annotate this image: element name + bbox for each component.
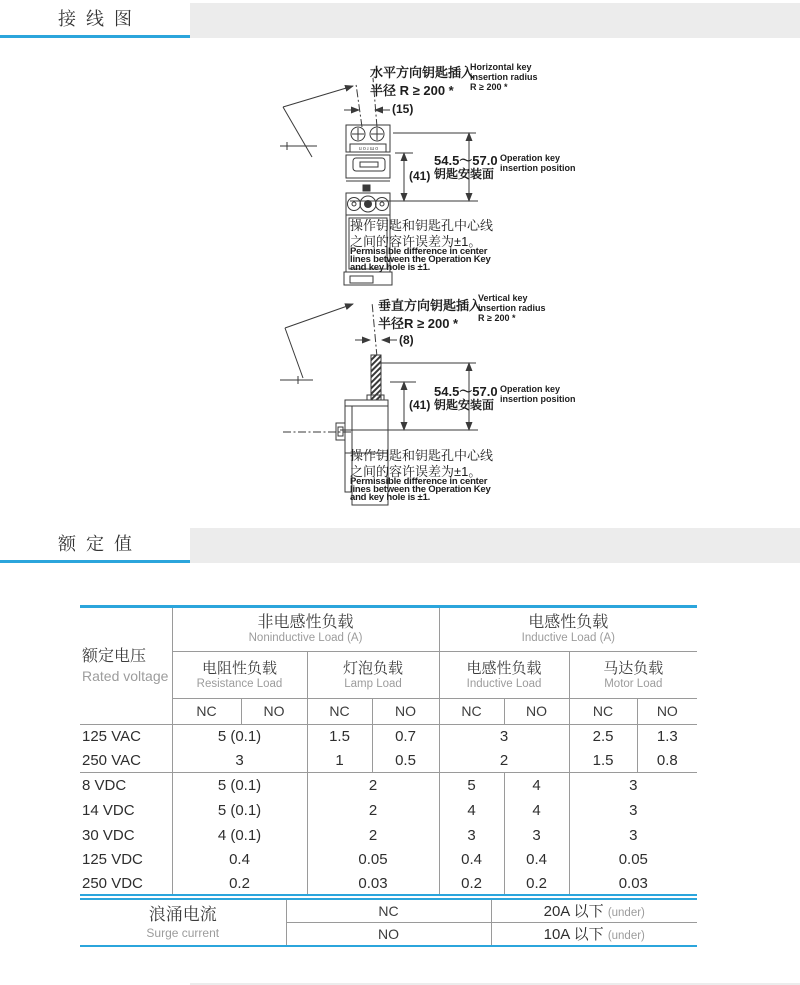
voltage-cell: 125 VDC [82, 851, 143, 868]
table-row [80, 823, 697, 847]
d2-note-en-1: Permissible difference in center [350, 476, 488, 487]
d1-note-en-2: lines between the Operation Key [350, 254, 491, 265]
surge-row-nc [80, 900, 697, 922]
d1-dim-15: (15) [392, 102, 414, 116]
noninductive-en: Noninductive Load (A) [248, 632, 363, 645]
load-type-header-row [80, 651, 697, 698]
group-header-row [80, 608, 697, 651]
mot-no-cell: 1.3 [637, 724, 697, 749]
surge-contact-cell: NC [286, 900, 491, 922]
ind-nc-cell: 4 [439, 798, 504, 823]
surge-label-cell [80, 900, 286, 945]
lamp-cell: 2 [307, 823, 439, 847]
d2-dim-41: (41) [409, 398, 431, 412]
d2-note-en-3: and key hole is ±1. [350, 492, 431, 503]
d2-note-en-2: lines between the Operation Key [350, 484, 491, 495]
resistance-load-header [172, 651, 307, 698]
inductive-group-header [439, 608, 697, 651]
voltage-cell: 8 VDC [82, 776, 127, 794]
mot-cell: 0.05 [569, 847, 697, 872]
d1-label-en-3: R ≥ 200 * [470, 82, 508, 92]
d2-note-zh-1: 操作钥匙和钥匙孔中心线 [350, 448, 494, 463]
rated-voltage-header [80, 608, 172, 724]
d2-surface-en-2: insertion position [500, 394, 576, 404]
d1-dim-range: 54.5～57.0 [434, 153, 498, 168]
voltage-cell: 30 VDC [82, 826, 135, 844]
table-row [80, 724, 697, 749]
lamp-nc-cell: 1 [307, 749, 372, 772]
res-cell: 0.2 [172, 872, 307, 894]
voltage-cell: 14 VDC [82, 802, 135, 819]
surge-value-sub: (under) [607, 930, 645, 943]
inductive-load-header [439, 651, 569, 698]
lamp-cell: 0.05 [307, 847, 439, 872]
surge-value-sub: (under) [607, 907, 645, 920]
lamp-cell: 2 [307, 798, 439, 823]
inductive-en: Inductive Load (A) [521, 632, 615, 645]
voltage-cell: 250 VAC [80, 749, 172, 772]
inductive-load-en: Inductive Load [466, 677, 542, 690]
d1-surface-en-2: insertion position [500, 163, 576, 173]
lamp-cell: 2 [307, 772, 439, 798]
surge-value: 10A 以下 [543, 926, 604, 944]
voltage-cell: 125 VAC [82, 728, 141, 746]
ratings-table-wrap [80, 605, 697, 896]
ratings-section-bar [0, 528, 800, 563]
ind-nc-cell: 0.2 [439, 872, 504, 894]
res-cell: 5 (0.1) [172, 772, 307, 798]
ind-no-cell: 0.2 [504, 872, 569, 894]
d1-label-en-2: insertion radius [470, 72, 538, 82]
ncno-header-row [80, 698, 697, 724]
d1-label-en-1: Horizontal key [470, 62, 532, 72]
noninductive-group-header [172, 608, 439, 651]
lamp-nc-cell: 1.5 [307, 724, 372, 749]
ncno-header: NO [372, 698, 439, 724]
inductive-zh: 电感性负载 [528, 614, 609, 632]
d2-dim-range: 54.5～57.0 [434, 384, 498, 399]
surge-contact-cell: NO [286, 922, 491, 945]
resistance-zh: 电阻性负载 [201, 659, 277, 677]
ncno-header: NC [172, 698, 241, 724]
surge-label-en: Surge current [146, 926, 220, 940]
table-row [80, 772, 697, 798]
ratings-table [80, 608, 697, 894]
res-cell: 4 (0.1) [172, 823, 307, 847]
inductive-load-zh: 电感性负载 [466, 659, 542, 677]
d2-label-en-2: insertion radius [478, 303, 546, 313]
lamp-load-header [307, 651, 439, 698]
voltage-cell: 250 VDC [82, 874, 143, 892]
d1-surface-zh: 钥匙安装面 [434, 167, 495, 181]
d2-label-en-1: Vertical key [478, 293, 528, 303]
d1-note-en-3: and key hole is ±1. [350, 262, 431, 273]
ind-no-cell: 4 [504, 798, 569, 823]
res-cell: 5 (0.1) [172, 798, 307, 823]
d1-label-zh-1: 水平方向钥匙插入 [370, 65, 475, 80]
table-row [80, 749, 697, 772]
lamp-zh: 灯泡负载 [343, 659, 404, 677]
d2-label-zh-2: 半径R ≥ 200 * [378, 316, 459, 331]
d2-note-zh-2: 之间的容许误差为±1。 [350, 464, 482, 479]
surge-value: 20A 以下 [543, 903, 604, 921]
d2-surface-zh: 钥匙安装面 [434, 398, 495, 412]
lamp-no-cell: 0.7 [372, 724, 439, 749]
motor-en: Motor Load [604, 677, 663, 690]
mot-cell: 3 [569, 798, 697, 823]
resistance-en: Resistance Load [196, 677, 283, 690]
mot-nc-cell: 2.5 [569, 724, 637, 749]
d2-surface-en-1: Operation key [500, 384, 561, 394]
table-row [80, 847, 697, 872]
lamp-en: Lamp Load [344, 677, 402, 690]
ncno-header: NO [504, 698, 569, 724]
table-row [80, 872, 697, 894]
motor-load-header [569, 651, 697, 698]
lamp-cell: 0.03 [307, 872, 439, 894]
ncno-header: NO [241, 698, 307, 724]
table-row [80, 798, 697, 823]
lamp-no-cell: 0.5 [372, 749, 439, 772]
surge-value-cell [491, 922, 697, 945]
ind-nc-cell: 3 [439, 823, 504, 847]
ind-cell: 3 [439, 724, 569, 749]
ind-no-cell: 3 [504, 823, 569, 847]
ind-cell: 2 [439, 749, 569, 772]
mot-cell: 3 [569, 772, 697, 798]
res-cell: 0.4 [172, 847, 307, 872]
d1-note-zh-1: 操作钥匙和钥匙孔中心线 [350, 218, 494, 233]
surge-table-wrap [80, 898, 697, 947]
res-cell: 3 [172, 749, 307, 772]
ratings-section-title: 额定值 [0, 528, 190, 563]
surge-label-zh: 浪涌电流 [148, 905, 217, 924]
surge-table [80, 900, 697, 945]
ind-no-cell: 0.4 [504, 847, 569, 872]
d2-label-zh-1: 垂直方向钥匙插入 [378, 298, 483, 313]
mot-nc-cell: 1.5 [569, 749, 637, 772]
d2-dim-8: (8) [399, 333, 414, 347]
d1-brand-label: omron [357, 145, 379, 151]
ncno-header: NO [637, 698, 697, 724]
d2-label-en-3: R ≥ 200 * [478, 313, 516, 323]
ind-no-cell: 4 [504, 772, 569, 798]
d1-note-en-1: Permissible difference in center [350, 246, 488, 257]
wiring-section-title: 接线图 [0, 3, 190, 38]
d1-note-zh-2: 之间的容许误差为±1。 [350, 234, 482, 249]
motor-zh: 马达负载 [603, 659, 664, 677]
d1-dim-41: (41) [409, 169, 431, 183]
ind-nc-cell: 5 [439, 772, 504, 798]
ncno-header: NC [439, 698, 504, 724]
ind-nc-cell: 0.4 [439, 847, 504, 872]
rated-voltage-en: Rated voltage [82, 668, 169, 685]
mot-no-cell: 0.8 [637, 749, 697, 772]
rated-voltage-zh: 额定电压 [82, 648, 147, 666]
surge-value-cell [491, 900, 697, 922]
d1-label-zh-2: 半径 R ≥ 200 * [370, 83, 454, 98]
d1-surface-en-1: Operation key [500, 153, 561, 163]
res-cell: 5 (0.1) [172, 724, 307, 749]
ncno-header: NC [569, 698, 637, 724]
noninductive-zh: 非电感性负载 [257, 614, 354, 632]
ncno-header: NC [307, 698, 372, 724]
mot-cell: 3 [569, 823, 697, 847]
wiring-section-bar [0, 3, 800, 38]
mot-cell: 0.03 [569, 872, 697, 894]
